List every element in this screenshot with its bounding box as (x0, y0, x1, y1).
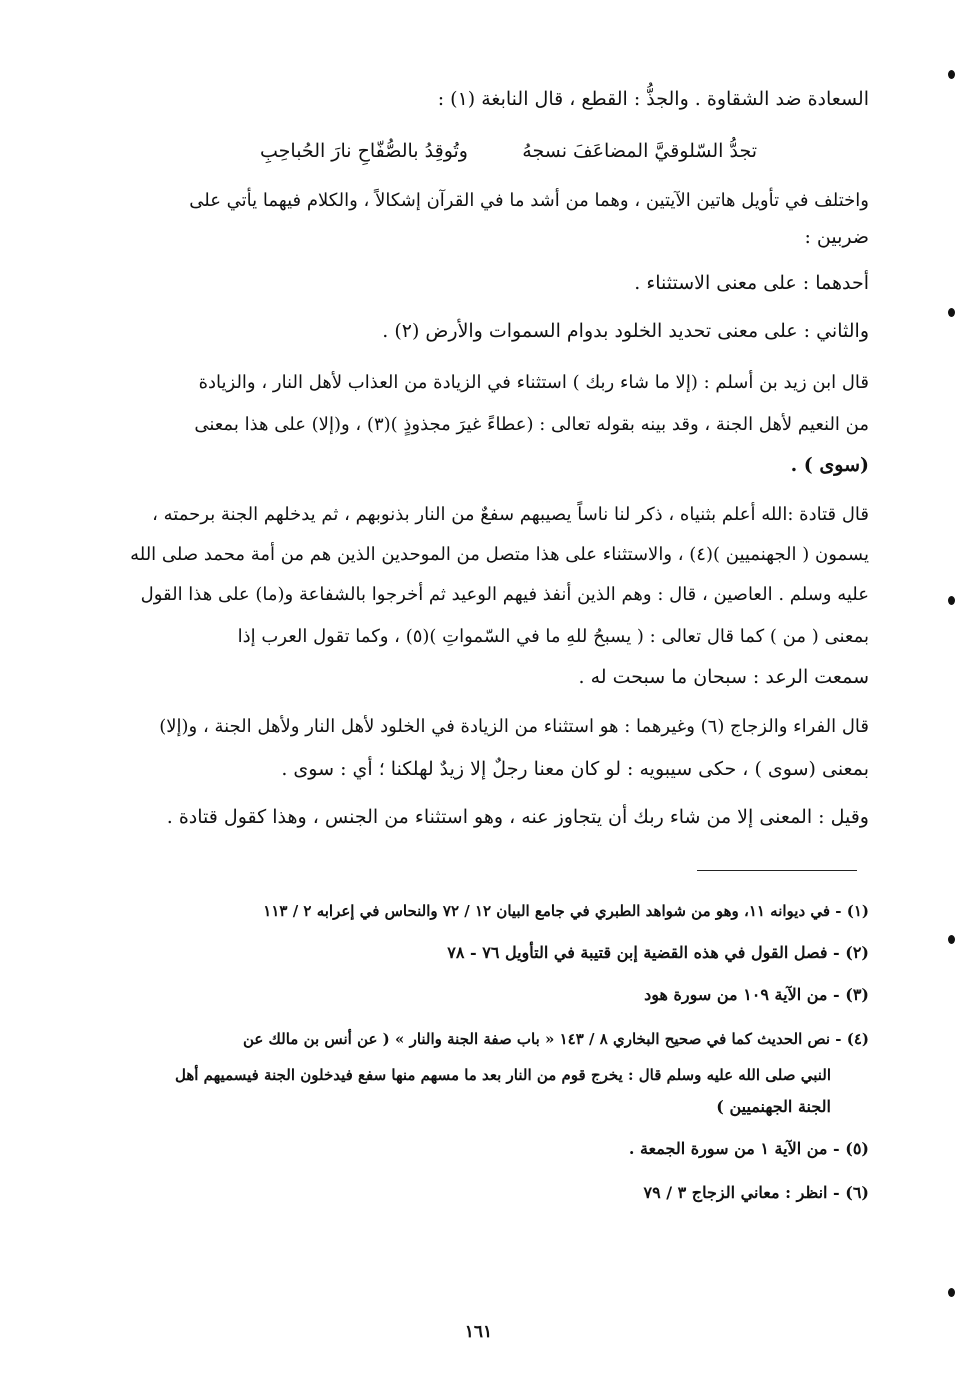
text-line: بمعنى ( من ) كما قال تعالى : ( يسبحُ للهِ ما في السّمواتِ )(٥) ، وكما تقول العرب إذا (237, 626, 869, 647)
text-line: والثاني : على معنى تحديد الخلود بدوام السموات والأرض (٢) . (382, 320, 869, 342)
footnote: (٢) - فصل القول في هذه القضية إبن قتيبة في التأويل ٧٦ - ٧٨ (447, 943, 869, 962)
text-line: بمعنى (سوى ) ، حكى سيبويه : لو كان معنا رجلٌ إلا زيدٌ لهلكنا ؛ أي : سوى . (281, 758, 869, 780)
text-line: واختلف في تأويل هاتين الآيتين ، وهما من أشد ما في القرآن إشكالاً ، والكلام فيهما يأتي على (189, 190, 869, 211)
footnote-divider (697, 870, 857, 871)
poem-hemistich-1: تجدُّ السّلوقيَّ المضاعَفَ نسجهُ (522, 140, 757, 162)
page-number: ١٦١ (464, 1322, 493, 1342)
text-line: (سوى ) . (790, 454, 869, 476)
text-line: قال ابن زيد بن أسلم : (إلا ما شاء ربك ) استثناء في الزيادة من العذاب لأهل النار ، والزيادة (198, 372, 869, 393)
footnote: (٤) - نص الحديث كما في صحيح البخاري ٨ / ١٤٣ « باب صفة الجنة والنار » ( عن أنس بن مالك عن (242, 1030, 869, 1048)
text-line: سمعت الرعد : سبحان ما سبحت له . (578, 666, 869, 688)
text-line: قال قتادة :الله أعلم بثنياه ، ذكر لنا ناساً يصيبهم سفعٌ من النار بذنوبهم ، ثم يدخلهم الجنة برحمته ، (152, 504, 869, 525)
text-line: يسمون ( الجهنميين )(٤) ، والاستثناء على هذا متصل من الموحدين الذين هم من أمة محمد صلى الله (130, 544, 869, 565)
margin-mark (948, 596, 955, 605)
text-line: ضربين : (804, 226, 869, 248)
footnote: (١) - في ديوانه ١١، وهو من شواهد الطبري في جامع البيان ١٢ / ٧٢ والنحاس في إعرابه ٢ / ١١٣ (263, 902, 869, 920)
margin-mark (948, 308, 955, 317)
footnote: (٦) - انظر : معاني الزجاج ٣ / ٧٩ (643, 1183, 869, 1202)
poem-hemistich-2: وتُوقِدُ بالصُّفّاحِ نارَ الحُباحِبِ (260, 140, 468, 162)
text-line: أحدهما : على معنى الاستثناء . (634, 272, 869, 294)
text-line: وقيل : المعنى إلا من شاء ربك أن يتجاوز عنه ، وهو استثناء من الجنس ، وهذا كقول قتادة . (166, 806, 869, 828)
margin-mark (948, 70, 955, 79)
margin-mark (948, 935, 955, 944)
footnote-continued: الجنة الجهنميين ) (716, 1097, 831, 1116)
footnote-continued: النبي صلى الله عليه وسلم قال : يخرج قوم من النار بعد ما مسهم منها سفع فيدخلون الجنة فيسميهم أهل (174, 1066, 831, 1084)
footnote: (٥) - من الآية ١ من سورة الجمعة . (628, 1139, 869, 1158)
text-line: قال الفراء والزجاج (٦) وغيرهما : هو استثناء من الزيادة في الخلود لأهل النار ولأهل الجنة ، و(إلا) (159, 716, 869, 737)
text-line: من النعيم لأهل الجنة ، وقد بينه بقوله تعالى : (عطاءً غيرَ مجذوذٍ )(٣) ، و(إلا) على هذا بمعنى (194, 414, 869, 435)
text-line: السعادة ضد الشقاوة . والجذُّ : القطع ، قال النابغة (١) : (437, 88, 869, 110)
margin-mark (948, 1288, 955, 1297)
footnote: (٣) - من الآية ١٠٩ من سورة هود (644, 985, 869, 1004)
text-line: عليه وسلم . العاصين ، قال : وهم الذين أنفذ فيهم الوعيد ثم أخرجوا بالشفاعة و(ما) على هذا القول (140, 584, 869, 605)
